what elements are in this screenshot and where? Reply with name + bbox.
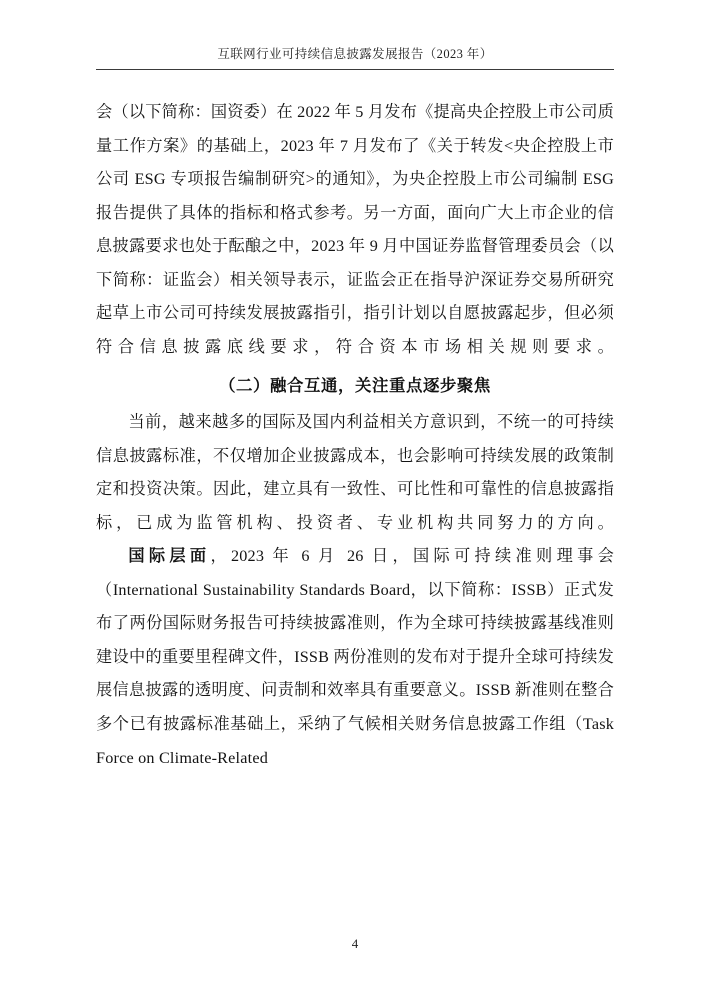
page-header: 互联网行业可持续信息披露发展报告（2023 年） [217, 47, 493, 61]
paragraph-lead-emphasis: 国际层面 [128, 547, 211, 566]
page-number: 4 [351, 936, 359, 951]
paragraph-current-situation: 当前，越来越多的国际及国内利益相关方意识到，不统一的可持续信息披露标准，不仅增加企业披露成本，也会影响可持续发展的政策制定和投资决策。因此，建立具有一致性、可比性和可靠性的信息披露指标，已成为监管机构、投资者、专业机构共同努力的方向。 [96, 413, 614, 532]
header-divider [96, 69, 614, 70]
paragraph-international-level: 国际层面，2023 年 6 月 26 日，国际可持续准则理事会（International Sustainability Standards Board，以下简称：ISSB）正式发布了两份国际财务报告可持续披露准则，作为全球可持续披露基线准则建设中的重要里程碑文件，ISSB 两份准则的发布对于提升全球可持续发展信息披露的透明度、问责制和效率具有重要意义。ISSB 新准则在整合多个已有披露标准基础上，采纳了气候相关财务信息披露工作组（Task Force on Climate-Related [96, 547, 614, 767]
paragraph-continued: 会（以下简称：国资委）在 2022 年 5 月发布《提高央企控股上市公司质量工作方案》的基础上，2023 年 7 月发布了《关于转发<央企控股上市公司 ESG 专项报告编制研究>的通知》，为央企控股上市公司编制 ESG 报告提供了具体的指标和格式参考。另一方面，面向广大上市企业的信息披露要求也处于酝酿之中，2023 年 9 月中国证券监督管理委员会（以下简称：证监会）相关领导表示，证监会正在指导沪深证券交易所研究起草上市公司可持续发展披露指引，指引计划以自愿披露起步，但必须符合信息披露底线要求，符合资本市场相关规则要求。 [96, 103, 614, 356]
document-body [96, 96, 614, 775]
section-heading: （二）融合互通，关注重点逐步聚焦 [219, 376, 491, 396]
